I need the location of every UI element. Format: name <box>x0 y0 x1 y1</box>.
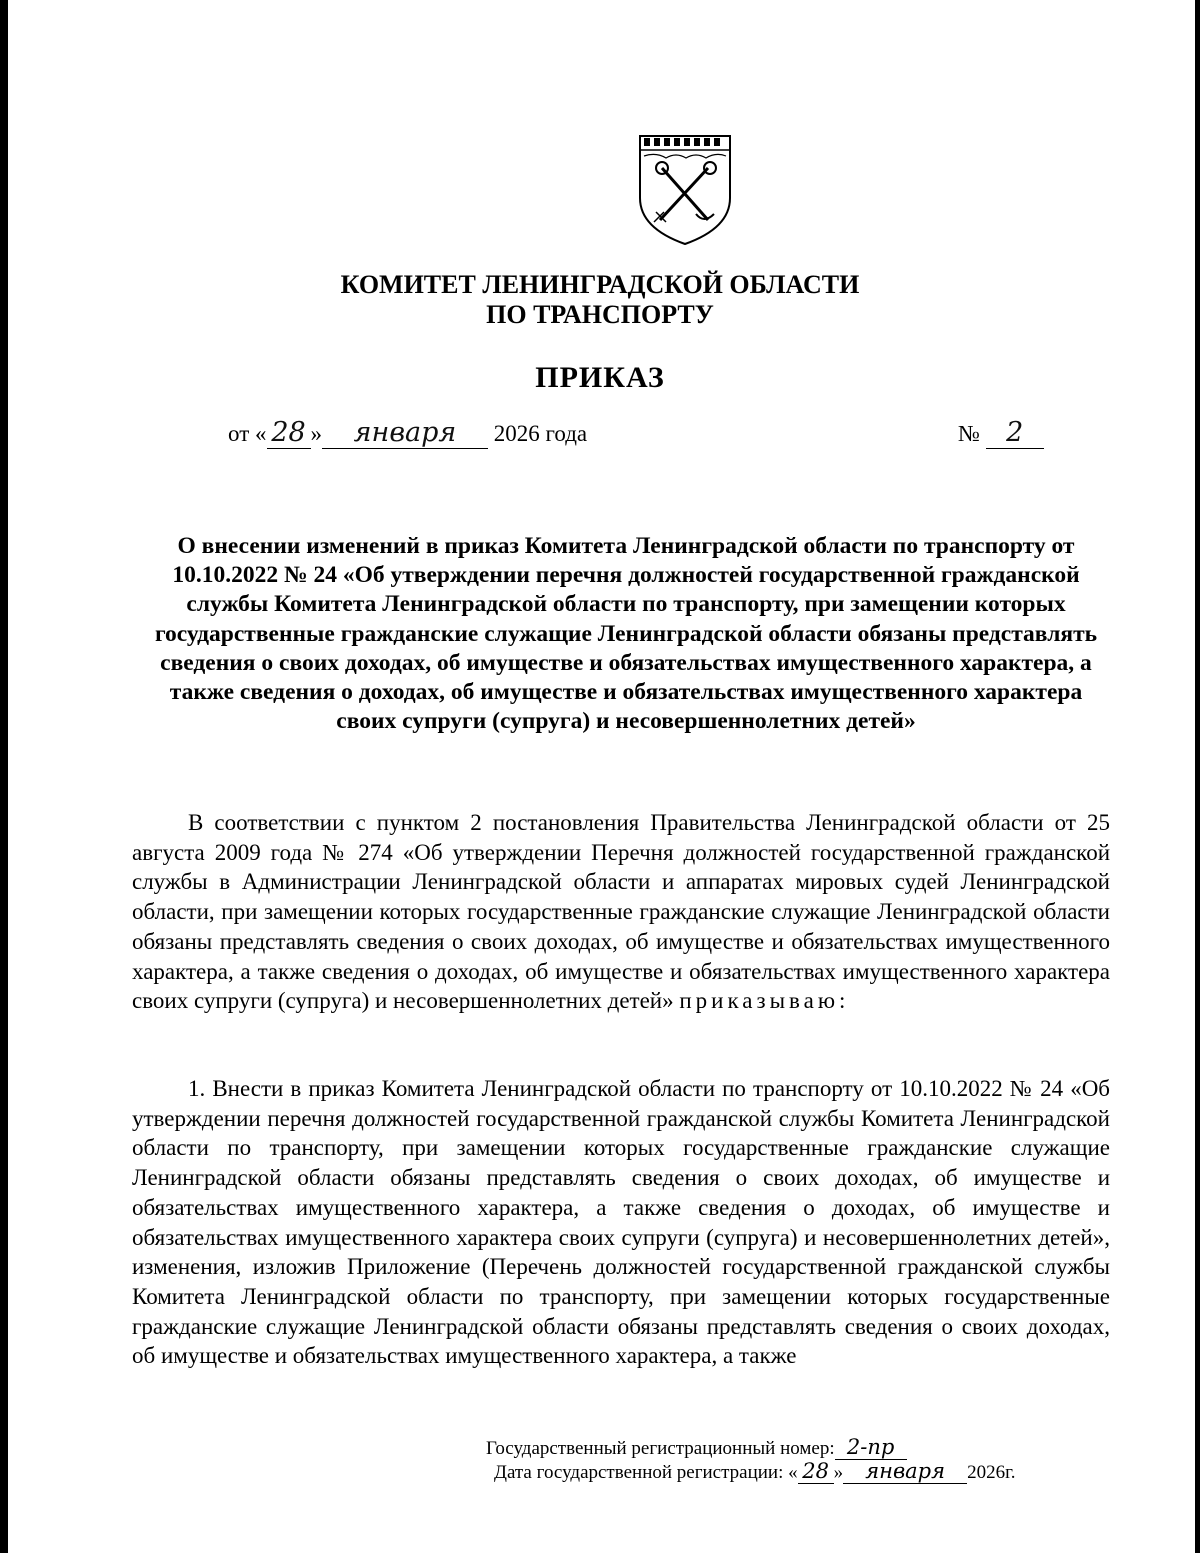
registration-date-day: 28 <box>798 1459 834 1484</box>
registration-number <box>486 1435 907 1461</box>
handwritten-month: января <box>322 418 488 449</box>
registration-date <box>494 1459 1016 1485</box>
item-1-text: 1. Внести в приказ Комитета Ленинградской области по транспорту от 10.10.2022 № 24 «Об утверждении перечня должностей государственной гражданской службы Комитета Ленинградской области по транспорту, при замещении которых государственные гражданские служащие Ленинградской области обязаны представлять сведения о своих доходах, об имуществе и обязательствах имущественного характера, а также сведения о доходах, об имуществе и обязательствах имущественного характера своих супруги (супруга) и несовершеннолетних детей», изменения, изложив Приложение (Перечень должностей государственной гражданской службы Комитета Ленинградской области по транспорту, при замещении которых государственные гражданские служащие Ленинградской области обязаны представлять сведения о своих доходах, об имуществе и обязательствах имущественного характера, а также <box>132 1076 1110 1369</box>
registration-number-label: Государственный регистрационный номер: <box>486 1438 835 1459</box>
preamble-paragraph <box>132 808 1110 1016</box>
order-number <box>958 418 1044 449</box>
handwritten-day: 28 <box>267 418 311 449</box>
date-year: 2026 года <box>493 421 588 446</box>
registration-date-mid: » <box>833 1462 844 1483</box>
order-subject: О внесении изменений в приказ Комитета Ленинградской области по транспорту от 10.10.2022 № 24 «Об утверждении перечня должностей государственной гражданской службы Комитета Ленинградской области по транспорту, при замещении которых государственные гражданские служащие Ленинградской области обязаны представлять сведения о своих доходах, об имуществе и обязательствах имущественного характера, а также сведения о доходах, об имуществе и обязательствах имущественного характера своих супруги (супруга) и несовершеннолетних детей» <box>154 533 1098 735</box>
registration-date-year: 2026г. <box>967 1462 1016 1483</box>
date-mid: » <box>310 421 322 446</box>
handwritten-number: 2 <box>986 418 1044 449</box>
order-date <box>228 418 587 449</box>
registration-date-label: Дата государственной регистрации: « <box>494 1462 798 1483</box>
registration-number-value: 2-пр <box>835 1435 907 1460</box>
organization-name-line2: ПО ТРАНСПОРТУ <box>486 300 714 329</box>
order-word: приказываю: <box>679 988 850 1014</box>
document-title: ПРИКАЗ <box>535 361 665 394</box>
organization-name: КОМИТЕТ ЛЕНИНГРАДСКОЙ ОБЛАСТИ <box>340 270 860 299</box>
registration-date-month: января <box>843 1459 967 1484</box>
number-label: № <box>958 421 980 446</box>
coat-of-arms-icon <box>636 128 734 246</box>
scan-edge-right <box>1195 0 1200 1553</box>
date-prefix: от « <box>228 421 267 446</box>
item-1-paragraph <box>132 1074 1110 1371</box>
scan-edge-left <box>0 0 8 1553</box>
preamble-text: В соответствии с пунктом 2 постановления Правительства Ленинградской области от 25 августа 2009 года № 274 «Об утверждении Перечня должностей государственной гражданской службы в Администрации Ленинградской области и аппаратах мировых судей Ленинградской области, при замещении которых государственные гражданские служащие Ленинградской области обязаны представлять сведения о своих доходах, об имуществе и обязательствах имущественного характера, а также сведения о доходах, об имуществе и обязательствах имущественного характера своих супруги (супруга) и несовершеннолетних детей» <box>132 810 1110 1014</box>
